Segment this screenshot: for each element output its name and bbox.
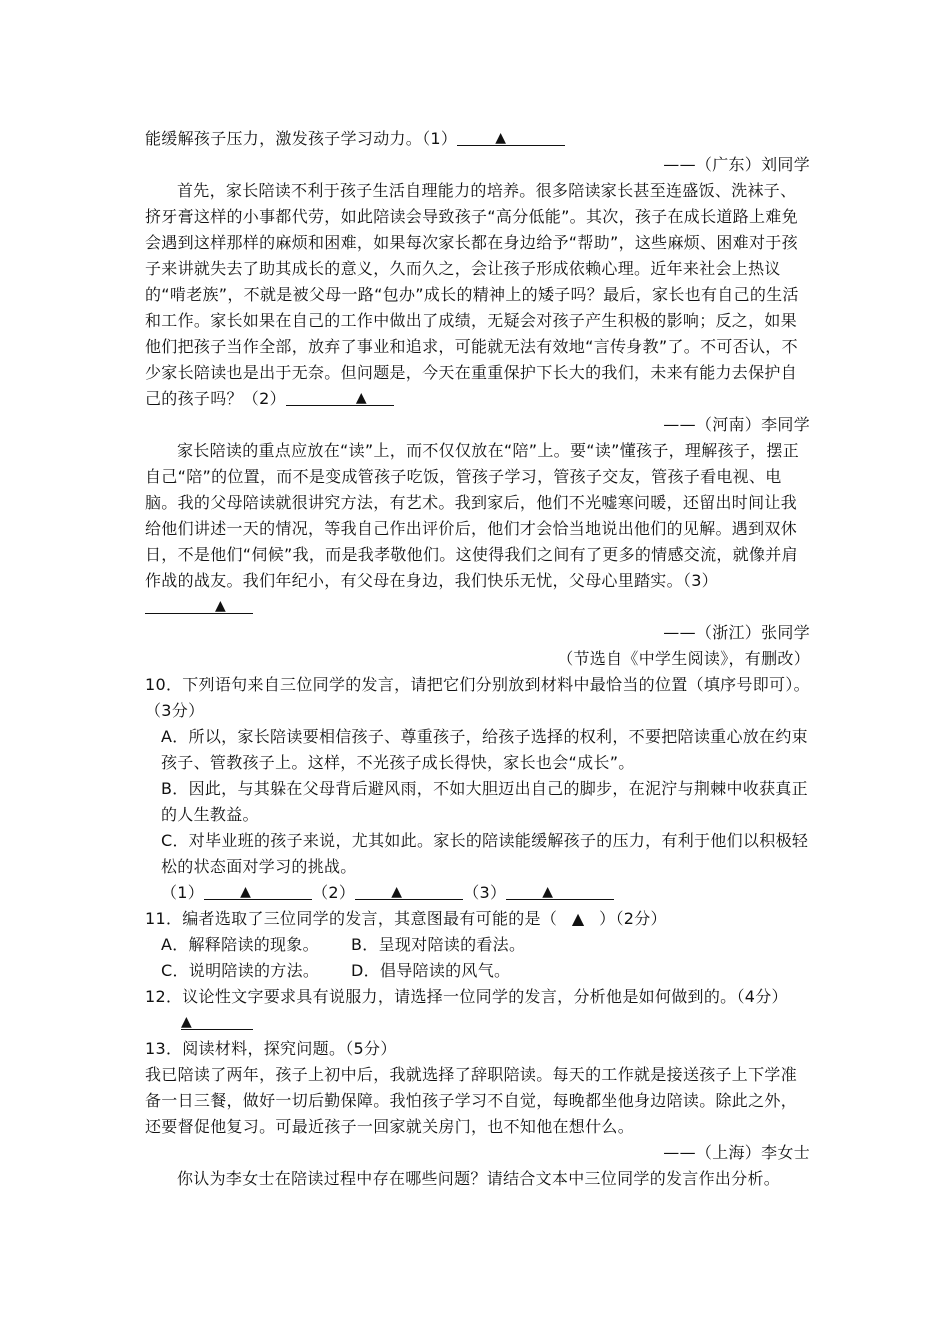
triangle-icon: ▲ [542,884,554,900]
question-10: 10．下列语句来自三位同学的发言，请把它们分别放到材料中最恰当的位置（填序号即可）。（3分） [145,675,810,720]
answer-blank-1[interactable] [457,129,565,146]
author-attribution: ——（浙江）张同学 [663,623,810,642]
option-a: A．所以，家长陪读要相信孩子、尊重孩子，给孩子选择的权利，不要把陪读重心放在约束孩子、管教孩子上。这样，不光孩子成长得快，家长也会“成长”。 [161,727,808,772]
answer-row-10: （1） ▲ （2） ▲ （3） ▲ [145,880,810,906]
triangle-icon: ▲ [181,1014,193,1030]
triangle-icon: ▲ [495,130,507,146]
answer-blank-10-2[interactable] [355,883,463,900]
triangle-icon: ▲ [355,390,367,406]
answer-blank-10-3[interactable] [506,883,614,900]
answer-blank-10-1[interactable] [204,883,312,900]
question-13-prompt: 你认为李女士在陪读过程中存在哪些问题？请结合文本中三位同学的发言作出分析。 [177,1169,781,1188]
option-b: B．因此，与其躲在父母背后避风雨，不如大胆迈出自己的脚步，在泥泞与荆棘中收获真正的人生教益。 [161,779,808,824]
answer-row-12 [145,1010,810,1036]
triangle-icon: ▲ [391,884,403,900]
answer-blank-3[interactable] [145,597,253,614]
option-d: D．倡导陪读的风气。 [351,961,511,980]
source-note: （节选自《中学生阅读》，有删改） [557,649,810,668]
author-attribution: ——（广东）刘同学 [663,155,810,174]
options-row [145,932,810,958]
passage-paragraph: 家长陪读的重点应放在“读”上，而不仅仅放在“陪”上。要“读”懂孩子，理解孩子，摆正自己“陪”的位置，而不是变成管孩子吃饭，管孩子学习，管孩子交友，管孩子看电视、电脑。我的父母陪读就很讲究方法，有艺术。我到家后，他们不光嘘寒问暖，还留出时间让我给他们讲述一天的情况，等我自己作出评价后，他们才会恰当地说出他们的见解。遇到双休日，不是他们“伺候”我，而是我孝敬他们。这使得我们之间有了更多的情感交流，就像并肩作战的战友。我们年纪小，有父母在身边，我们快乐无忧，父母心里踏实。（3） ▲ [145,438,810,620]
author-attribution: ——（上海）李女士 [663,1143,810,1162]
author-attribution: ——（河南）李同学 [663,415,810,434]
options-row [145,958,810,984]
question-12: 12．议论性文字要求具有说服力，请选择一位同学的发言，分析他是如何做到的。（4分） [145,987,788,1006]
answer-blank-2[interactable] [286,389,394,406]
material-text: 我已陪读了两年，孩子上初中后，我就选择了辞职陪读。每天的工作就是接送孩子上下学准备一日三餐，做好一切后勤保障。我怕孩子学习不自觉，每晚都坐他身边陪读。除此之外，还要督促他复习。可最近孩子一回家就关房门，也不知他在想什么。 [145,1065,798,1136]
option-a: A．解释陪读的现象。 [161,935,319,954]
option-b: B．呈现对陪读的看法。 [351,935,526,954]
passage-paragraph: 首先，家长陪读不利于孩子生活自理能力的培养。很多陪读家长甚至连盛饭、洗袜子、挤牙膏这样的小事都代劳，如此陪读会导致孩子“高分低能”。其次，孩子在成长道路上难免会遇到这样那样的麻烦和困难，如果每次家长都在身边给予“帮助”，这些麻烦、困难对于孩子来讲就失去了助其成长的意义，久而久之，会让孩子形成依赖心理。近年来社会上热议的“啃老族”，不就是被父母一路“包办”成长的精神上的矮子吗？最后，家长也有自己的生活和工作。家长如果在自己的工作中做出了成绩，无疑会对孩子产生积极的影响；反之，如果他们把孩子当作全部，放弃了事业和追求，可能就无法有效地“言传身教”了。不可否认，不少家长陪读也是出于无奈。但问题是，今天在重重保护下长大的我们，未来有能力去保护自己的孩子吗？（2） ▲ [145,178,810,412]
option-c: C．说明陪读的方法。 [161,961,320,980]
answer-choice-slot[interactable] [557,906,599,932]
question-13: 13．阅读材料，探究问题。（5分） [145,1039,397,1058]
option-c: C．对毕业班的孩子来说，尤其如此。家长的陪读能缓解孩子的压力，有利于他们以积极轻松的状态面对学习的挑战。 [161,831,809,876]
passage-line: 能缓解孩子压力，激发孩子学习动力。（1） ▲ [145,126,810,152]
triangle-icon: ▲ [240,884,252,900]
question-11: 11．编者选取了三位同学的发言，其意图最有可能的是（ ▲ ）（2分） [145,906,810,932]
triangle-icon: ▲ [215,598,227,614]
exam-page [145,126,810,1192]
triangle-icon: ▲ [571,909,585,928]
answer-blank-12[interactable] [181,1013,253,1030]
